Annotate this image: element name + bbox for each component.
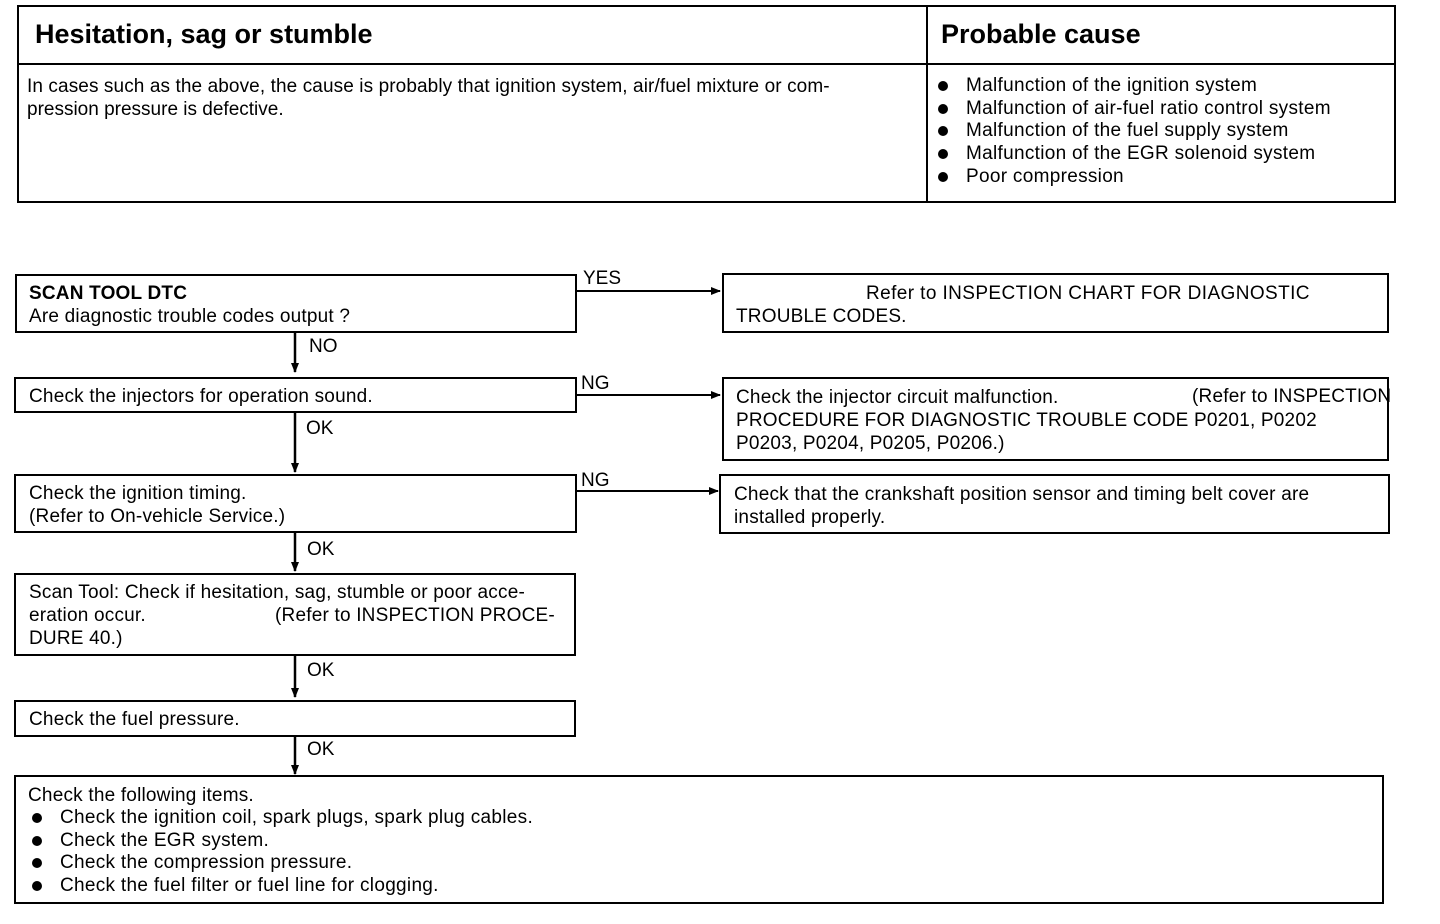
result-crankshaft-sensor bbox=[719, 474, 1390, 534]
symptom-header: Hesitation, sag or stumble bbox=[35, 19, 373, 49]
cause-item: Malfunction of the ignition system bbox=[936, 75, 1331, 98]
description-line-1: In cases such as the above, the cause is probably that ignition system, air/fuel mixture or com- bbox=[27, 76, 830, 97]
result-dtc-chart bbox=[722, 273, 1389, 333]
result2-line3: P0203, P0204, P0205, P0206.) bbox=[736, 433, 1005, 454]
ng-label-step3: NG bbox=[581, 470, 610, 491]
step-ignition-timing bbox=[14, 474, 577, 533]
step1-title: SCAN TOOL DTC bbox=[29, 283, 188, 304]
ng-label-step2: NG bbox=[581, 373, 610, 394]
step3-line1: Check the ignition timing. bbox=[29, 483, 247, 504]
step5-text: Check the fuel pressure. bbox=[29, 709, 240, 730]
yes-label: YES bbox=[583, 268, 622, 289]
bullet-icon bbox=[32, 813, 42, 823]
cause-item: Malfunction of the fuel supply system bbox=[936, 120, 1331, 143]
step3-line2: (Refer to On-vehicle Service.) bbox=[29, 506, 286, 527]
final-item: Check the compression pressure. bbox=[28, 852, 533, 875]
cause-item: Malfunction of air-fuel ratio control system bbox=[936, 98, 1331, 121]
final-item: Check the ignition coil, spark plugs, spark plug cables. bbox=[28, 807, 533, 830]
result1-line1: Refer to INSPECTION CHART FOR DIAGNOSTIC bbox=[866, 283, 1310, 304]
ok-label-step5: OK bbox=[307, 739, 335, 760]
step4-line3: DURE 40.) bbox=[29, 628, 123, 649]
ok-label-step2: OK bbox=[306, 418, 334, 439]
step-scan-tool-hesitation bbox=[14, 573, 576, 656]
final-item: Check the EGR system. bbox=[28, 830, 533, 853]
final-item-list bbox=[28, 807, 533, 898]
step-fuel-pressure bbox=[14, 700, 576, 737]
cause-item: Poor compression bbox=[936, 166, 1331, 189]
step4-line1: Scan Tool: Check if hesitation, sag, stumble or poor acce- bbox=[29, 582, 525, 603]
ok-label-step3: OK bbox=[307, 539, 335, 560]
result1-line2: TROUBLE CODES. bbox=[736, 306, 907, 327]
step2-text: Check the injectors for operation sound. bbox=[29, 386, 373, 407]
step-injector-sound bbox=[14, 377, 577, 413]
bullet-icon bbox=[32, 836, 42, 846]
final-item: Check the fuel filter or fuel line for clogging. bbox=[28, 875, 533, 898]
result3-line2: installed properly. bbox=[734, 507, 886, 528]
step4-line2a: eration occur. bbox=[29, 605, 146, 626]
result2-line1b: (Refer to INSPECTION bbox=[1192, 386, 1392, 407]
no-label: NO bbox=[309, 336, 338, 357]
result-injector-circuit bbox=[722, 377, 1392, 461]
bullet-icon bbox=[32, 858, 42, 868]
ok-label-step4: OK bbox=[307, 660, 335, 681]
description-line-2: pression pressure is defective. bbox=[27, 99, 284, 120]
bullet-icon bbox=[32, 881, 42, 891]
final-check-items bbox=[14, 775, 1384, 904]
result3-line1: Check that the crankshaft position sensor and timing belt cover are bbox=[734, 484, 1310, 505]
final-intro: Check the following items. bbox=[28, 785, 254, 806]
result2-line2: PROCEDURE FOR DIAGNOSTIC TROUBLE CODE P0201, P0202 bbox=[736, 410, 1317, 431]
step-scan-tool-dtc bbox=[15, 274, 577, 333]
step1-question: Are diagnostic trouble codes output ? bbox=[29, 306, 351, 327]
result2-line1a: Check the injector circuit malfunction. bbox=[736, 387, 1059, 408]
cause-item: Malfunction of the EGR solenoid system bbox=[936, 143, 1331, 166]
cause-header: Probable cause bbox=[941, 19, 1141, 49]
step4-line2b: (Refer to INSPECTION PROCE- bbox=[275, 605, 555, 626]
